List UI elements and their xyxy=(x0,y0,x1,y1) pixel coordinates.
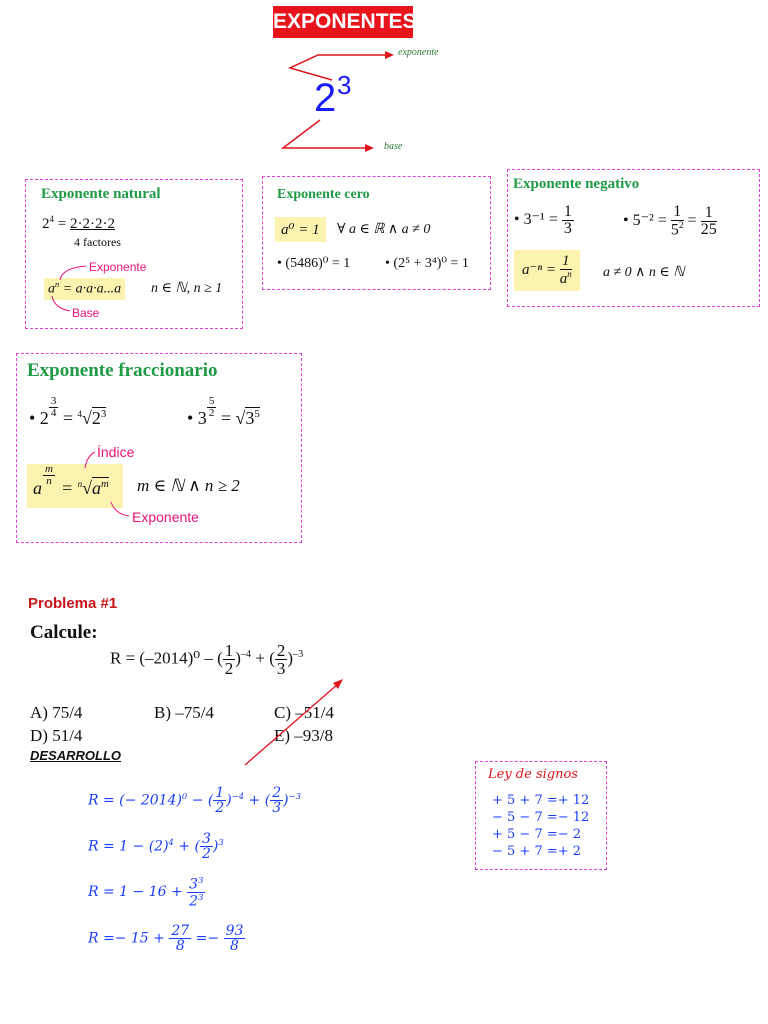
fraccionario-label-exponent: Exponente xyxy=(132,509,199,525)
step-3: R = 1 − 16 + $\frac{3^3}{2^3}$ xyxy=(88,875,204,910)
negativo-condition: a ≠ 0 ∧ n ∈ ℕ xyxy=(603,265,685,280)
step-4: R =− 15 + $\frac{27}{8}$ =− $\frac{93}{8}$ xyxy=(88,923,244,954)
fraccionario-label-index: Índice xyxy=(97,444,135,460)
option-d[interactable]: D) 51/4 xyxy=(30,726,83,745)
cero-rule: a⁰ = 1 xyxy=(275,217,326,242)
option-b[interactable]: B) –75/4 xyxy=(154,703,214,722)
negativo-rule: a⁻ⁿ = $\frac{1}{a^n}$ xyxy=(514,250,580,291)
negativo-example-1: • 3⁻¹ = $\frac{1}{3}$ xyxy=(514,203,572,237)
label-base: base xyxy=(384,141,403,152)
signos-list xyxy=(492,792,589,860)
page-title: EXPONENTES xyxy=(273,6,413,38)
signos-row: − 5 + 7 =+ 2 xyxy=(492,844,582,859)
step-1: R = (− 2014)$^0$ − ( $\frac{1}{2}$ )$^{-4}$ + ( $\frac{2}{3}$ )$^{-3}$ xyxy=(88,785,301,816)
option-e[interactable]: E) –93/8 xyxy=(274,726,334,745)
cero-heading: Exponente cero xyxy=(277,187,370,202)
natural-label-exponent: Exponente xyxy=(89,260,147,274)
natural-definition: $a^n = a\cdot a\cdot a...a$ xyxy=(44,278,125,300)
step-2: $R = 1 - (2)^4$ + ( $\frac{3}{2}$ )$^3$ xyxy=(88,831,224,862)
signos-row: + 5 − 7 =− 2 xyxy=(492,827,582,842)
hero-base: 2 xyxy=(314,76,337,120)
option-a[interactable]: A) 75/4 xyxy=(30,703,83,722)
problema-title: Problema #1 xyxy=(28,595,118,612)
natural-example: $2^4 = 2\cdot 2\cdot 2\cdot 2$ xyxy=(42,214,115,232)
cero-condition: ∀ a ∈ ℝ ∧ a ≠ 0 xyxy=(337,222,431,237)
problema-prompt: Calcule: xyxy=(30,622,98,643)
hero-exponent: 3 xyxy=(337,70,352,100)
fraccionario-example-1: • 2 $^{\frac{3}{4}}$ = $^4√2^3$ xyxy=(29,395,107,428)
option-c[interactable]: C) –51/4 xyxy=(274,703,334,722)
natural-label-base: Base xyxy=(72,306,100,320)
natural-heading: Exponente natural xyxy=(41,186,161,202)
fraccionario-condition: m ∈ ℕ ∧ n ≥ 2 xyxy=(137,476,240,495)
negativo-heading: Exponente negativo xyxy=(513,176,640,192)
problema-expression: R = (–2014)⁰ – ( $\frac{1}{2}$ )$^{-4}$ + ( $\frac{2}{3}$ )$^{-3}$ xyxy=(110,641,304,678)
signos-heading: Ley de signos xyxy=(488,767,578,782)
box-ley-de-signos xyxy=(475,761,607,870)
fraccionario-rule: a $\frac{m}{n}$ = $^n√a^m$ xyxy=(27,464,123,508)
cero-example-2: • (2⁵ + 3⁴)⁰ = 1 xyxy=(385,256,469,271)
signos-row: + 5 + 7 =+ 12 xyxy=(492,793,590,808)
signos-row: − 5 − 7 =− 12 xyxy=(492,810,590,825)
desarrollo-heading: DESARROLLO xyxy=(30,748,121,763)
natural-factors: 4 factores xyxy=(74,235,121,249)
label-exponente: exponente xyxy=(398,47,439,58)
fraccionario-heading: Exponente fraccionario xyxy=(27,360,218,381)
fraccionario-example-2: • 3 $^{\frac{5}{2}}$ = $√3^5$ xyxy=(187,395,260,428)
natural-condition: n ∈ ℕ, n ≥ 1 xyxy=(151,281,223,296)
cero-example-1: • (5486)⁰ = 1 xyxy=(277,256,351,271)
negativo-example-2: • 5⁻² = $\frac{1}{5^2}$ = $\frac{1}{25}$ xyxy=(623,203,717,239)
